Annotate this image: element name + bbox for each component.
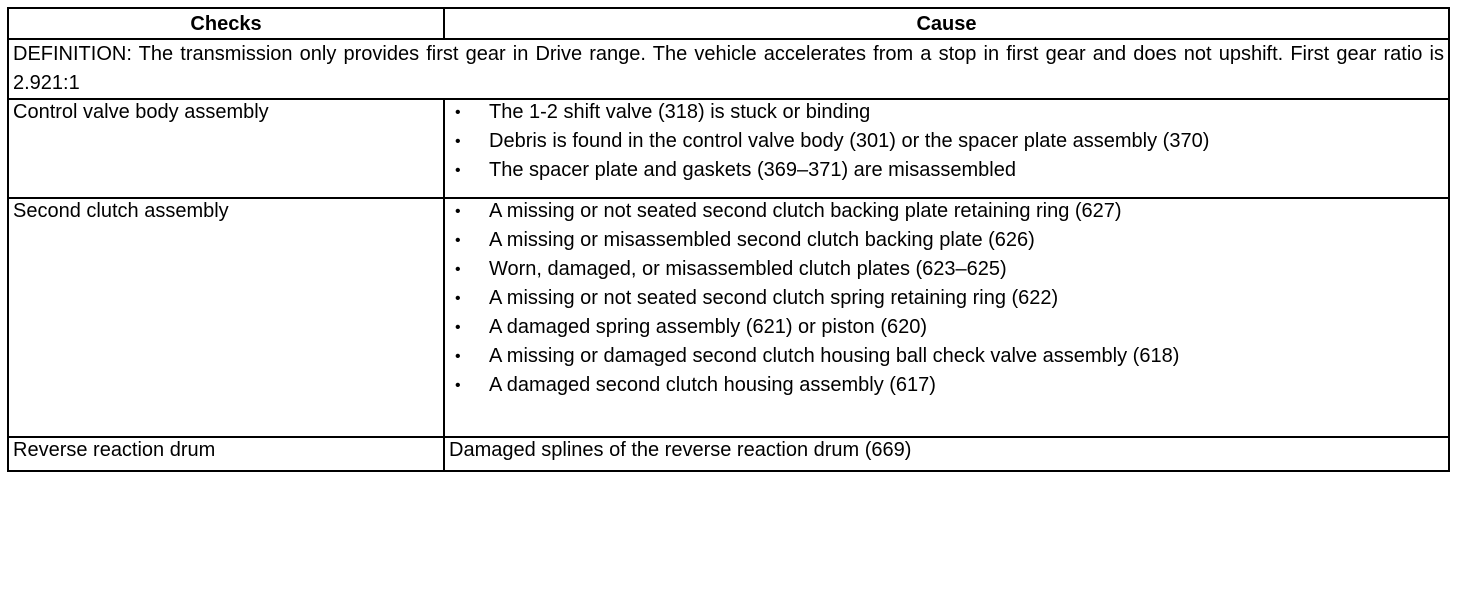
cause-item <box>449 199 1444 224</box>
cause-text: A missing or damaged second clutch housing ball check valve assembly (618) <box>489 345 1180 367</box>
bullet-icon: • <box>455 319 461 336</box>
cause-item <box>449 315 1444 340</box>
cause-item <box>449 257 1444 282</box>
bullet-icon: • <box>455 290 461 307</box>
cause-item <box>449 344 1444 369</box>
table-row <box>8 99 1449 198</box>
cause-text: A missing or not seated second clutch backing plate retaining ring (627) <box>489 200 1122 222</box>
cause-text: A damaged spring assembly (621) or piston (620) <box>489 316 928 338</box>
header-row <box>8 8 1449 39</box>
cause-item <box>449 286 1444 311</box>
table-row <box>8 198 1449 437</box>
checks-column-header: Checks <box>8 8 444 39</box>
bullet-icon: • <box>455 261 461 278</box>
table-row <box>8 437 1449 471</box>
cause-text: A damaged second clutch housing assembly (617) <box>489 374 936 396</box>
cause-list <box>449 199 1444 398</box>
cause-cell-reverse-drum: Damaged splines of the reverse reaction drum (669) <box>444 437 1449 471</box>
check-cell-reverse-drum: Reverse reaction drum <box>8 437 444 471</box>
cause-item <box>449 100 1444 125</box>
check-cell-second-clutch: Second clutch assembly <box>8 198 444 437</box>
bullet-icon: • <box>455 232 461 249</box>
cause-text: A missing or not seated second clutch spring retaining ring (622) <box>489 287 1059 309</box>
cause-text: Debris is found in the control valve body (301) or the spacer plate assembly (370) <box>489 130 1210 152</box>
diagnostic-table <box>7 7 1450 472</box>
cause-text: The 1-2 shift valve (318) is stuck or binding <box>489 101 871 123</box>
definition-row <box>8 39 1449 99</box>
definition-text: DEFINITION: The transmission only provides first gear in Drive range. The vehicle accelerates from a stop in first gear and does not upshift. First gear ratio is 2.921:1 <box>8 39 1449 99</box>
cause-item <box>449 228 1444 253</box>
bullet-icon: • <box>455 203 461 220</box>
bullet-icon: • <box>455 162 461 179</box>
bullet-icon: • <box>455 104 461 121</box>
bullet-icon: • <box>455 133 461 150</box>
cause-text: Worn, damaged, or misassembled clutch plates (623–625) <box>489 258 1007 280</box>
cause-text: A missing or misassembled second clutch backing plate (626) <box>489 229 1035 251</box>
cause-column-header: Cause <box>444 8 1449 39</box>
cause-item <box>449 158 1444 183</box>
cause-text: The spacer plate and gaskets (369–371) are misassembled <box>489 159 1016 181</box>
check-cell-control-valve: Control valve body assembly <box>8 99 444 198</box>
bullet-icon: • <box>455 377 461 394</box>
cause-cell-control-valve <box>444 99 1449 198</box>
cause-item <box>449 129 1444 154</box>
cause-cell-second-clutch <box>444 198 1449 437</box>
cause-item <box>449 373 1444 398</box>
bullet-icon: • <box>455 348 461 365</box>
cause-list <box>449 100 1444 183</box>
